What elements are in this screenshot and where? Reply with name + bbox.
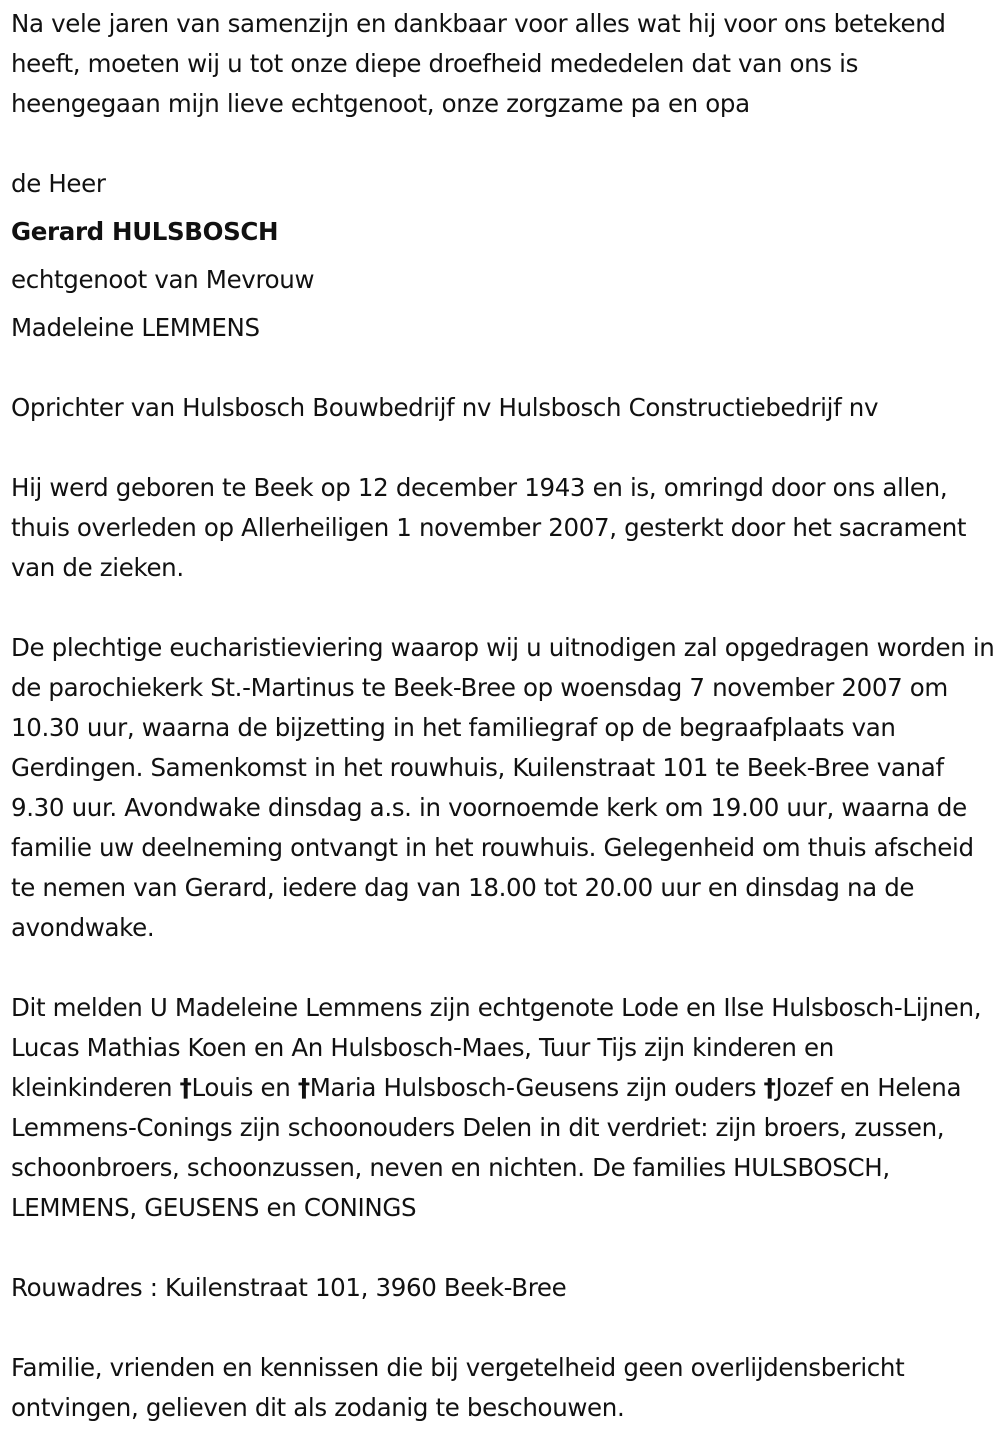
birth-death-paragraph: Hij werd geboren te Beek op 12 december 1943 en is, omringd door ons allen, thuis overleden op Allerheiligen 1 november 2007, gesterkt door het sacrament van de zieken. <box>11 473 967 582</box>
family-text-part: Louis en <box>191 1073 298 1102</box>
spouse-label: echtgenoot van Mevrouw <box>11 265 315 294</box>
cross-icon: † <box>179 1073 192 1102</box>
intro-paragraph: Na vele jaren van samenzijn en dankbaar voor alles wat hij voor ons betekend heeft, moeten wij u tot onze diepe droefheid mededelen dat van ons is heengegaan mijn lieve echtgenoot, onze zorgzame pa en opa <box>11 9 946 118</box>
founder-line: Oprichter van Hulsbosch Bouwbedrijf nv Hulsbosch Constructiebedrijf nv <box>11 393 879 422</box>
cross-icon: † <box>297 1073 310 1102</box>
family-text-part: Maria Hulsbosch-Geusens zijn ouders <box>309 1073 764 1102</box>
obituary-document <box>11 4 996 1428</box>
title-line: de Heer <box>11 169 106 198</box>
closing-paragraph: Familie, vrienden en kennissen die bij vergetelheid geen overlijdensbericht ontvingen, gelieven dit als zodanig te beschouwen. <box>11 1353 905 1422</box>
ceremony-paragraph: De plechtige eucharistieviering waarop wij u uitnodigen zal opgedragen worden in de parochiekerk St.-Martinus te Beek-Bree op woensdag 7 november 2007 om 10.30 uur, waarna de bijzetting in het familiegraf op de begraafplaats van Gerdingen. Samenkomst in het rouwhuis, Kuilenstraat 101 te Beek-Bree vanaf 9.30 uur. Avondwake dinsdag a.s. in voornoemde kerk om 19.00 uur, waarna de familie uw deelneming ontvangt in het rouwhuis. Gelegenheid om thuis afscheid te nemen van Gerard, iedere dag van 18.00 tot 20.00 uur en dinsdag na de avondwake. <box>11 633 995 942</box>
family-text-part: Dit melden U Madeleine Lemmens zijn echtgenote Lode en Ilse Hulsbosch-Lijnen, Lucas Mathias Koen en An Hulsbosch-Maes, Tuur Tijs zijn kinderen en kleinkinderen <box>11 993 982 1102</box>
spouse-name: Madeleine LEMMENS <box>11 313 260 342</box>
address-line: Rouwadres : Kuilenstraat 101, 3960 Beek-Bree <box>11 1273 567 1302</box>
family-text-part: Jozef en Helena Lemmens-Conings zijn schoonouders Delen in dit verdriet: zijn broers, zussen, schoonbroers, schoonzussen, neven en nichten. De families HULSBOSCH, LEMMENS, GEUSENS en CONINGS <box>11 1073 962 1222</box>
deceased-name: Gerard HULSBOSCH <box>11 217 279 246</box>
cross-icon: † <box>763 1073 776 1102</box>
family-paragraph <box>11 988 996 1228</box>
